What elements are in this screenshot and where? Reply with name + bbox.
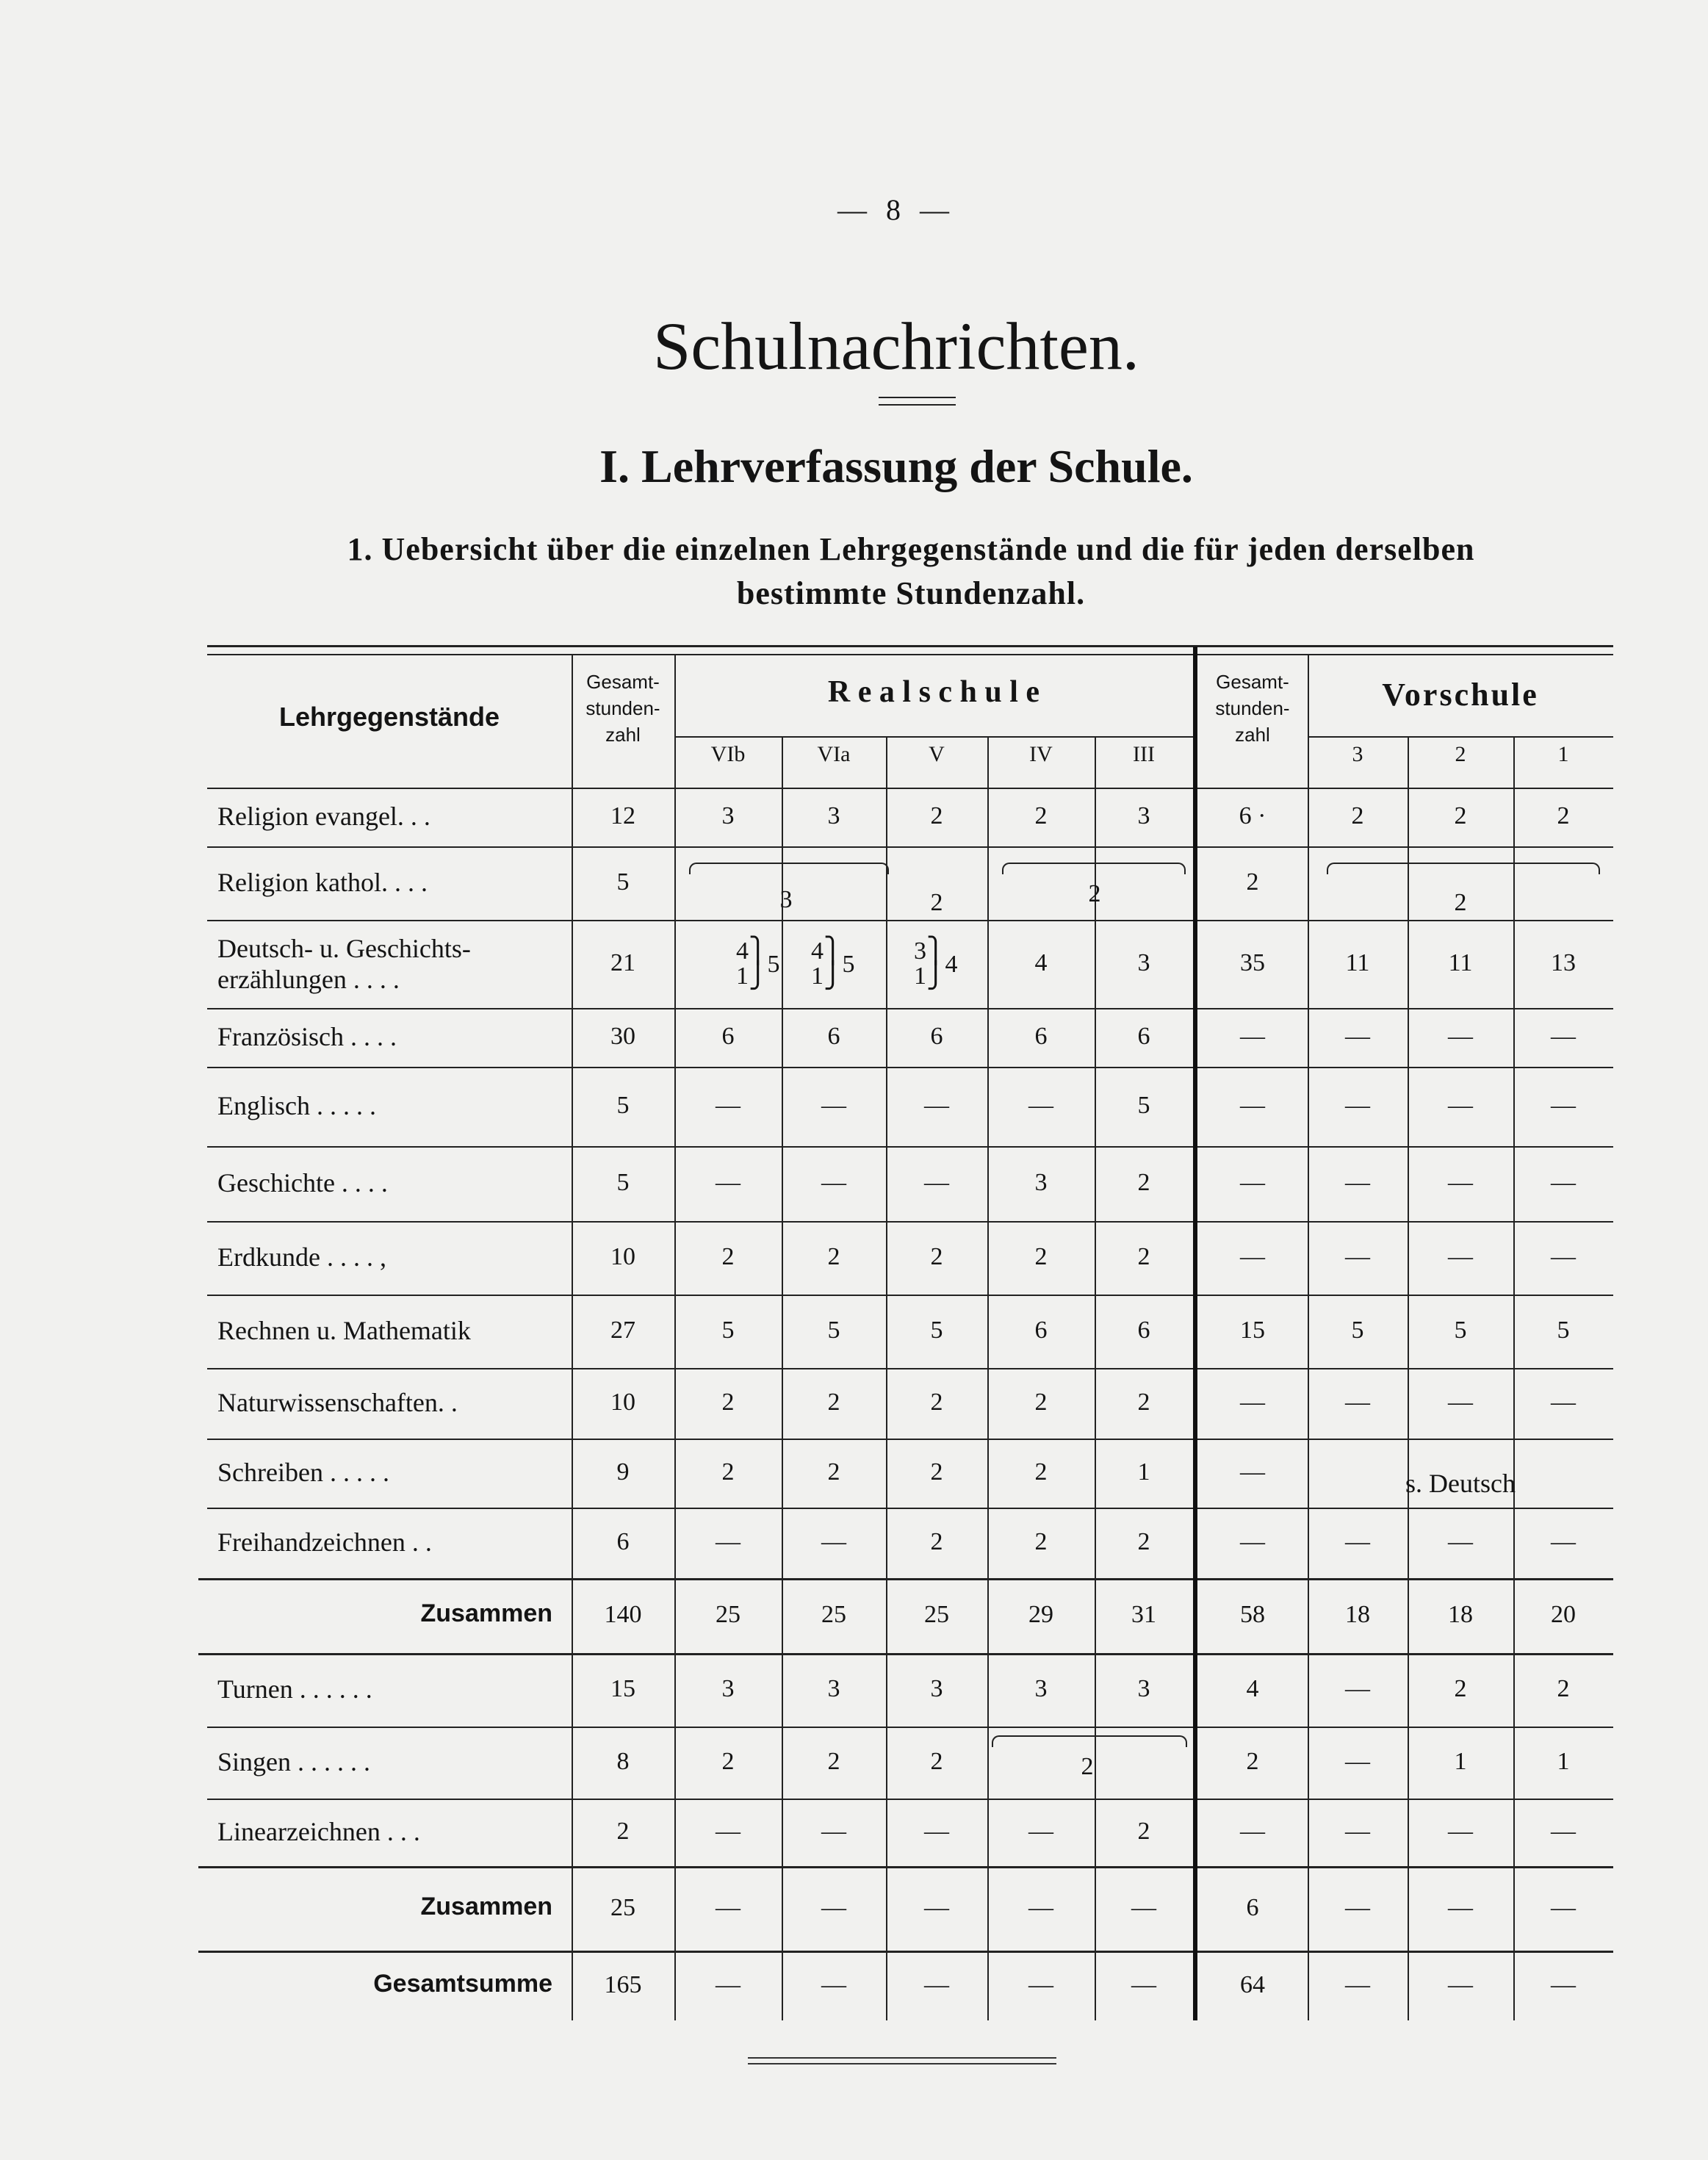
- class-header: VIb: [710, 742, 746, 766]
- table-cell: 2: [1034, 802, 1048, 829]
- table-cell: 2: [827, 1389, 840, 1416]
- table-cell: —: [716, 1092, 741, 1119]
- table-cell: 6: [1137, 1023, 1150, 1050]
- row-rule: [207, 1799, 1613, 1800]
- header-vorschule: Vorschule: [1382, 677, 1539, 713]
- header-subjects: Lehrgegenstände: [278, 702, 500, 732]
- table-cell: 6: [930, 1023, 943, 1050]
- table-cell: 15: [610, 1675, 635, 1702]
- table-top-rule: [207, 645, 1613, 647]
- table-cell: —: [716, 1528, 741, 1555]
- table-cell: 2: [1137, 1389, 1150, 1416]
- table-cell: 3: [1034, 1675, 1048, 1702]
- table-cell: 2: [721, 1748, 735, 1775]
- table-cell: —: [1028, 1092, 1053, 1119]
- brace: [1002, 863, 1186, 874]
- table-cell: —: [1240, 1169, 1265, 1196]
- table-cell: 2: [1034, 1243, 1048, 1270]
- table-caption: [198, 528, 1624, 616]
- table-cell: 3: [827, 1675, 840, 1702]
- table-cell: —: [1448, 1818, 1473, 1845]
- span-value: 2: [930, 889, 943, 916]
- table-cell: 6 ·: [1239, 802, 1266, 829]
- table-cell: 30: [610, 1023, 635, 1050]
- table-cell: —: [1345, 1528, 1370, 1555]
- row-label: Rechnen u. Mathematik: [217, 1316, 471, 1345]
- table-cell: 5: [930, 1317, 943, 1344]
- row-rule: [207, 1008, 1613, 1009]
- caption-line-1: 1. Uebersicht über die einzelnen Lehrgegenstände und die für jeden derselben: [347, 531, 1475, 567]
- table-cell: —: [1345, 1092, 1370, 1119]
- table-cell: 25: [924, 1601, 949, 1628]
- table-cell: —: [716, 1970, 741, 1998]
- sum-rule: [198, 1578, 1613, 1580]
- table-cell: 5: [1454, 1317, 1467, 1344]
- table-cell: 27: [610, 1317, 635, 1344]
- table-cell: 3: [1034, 1169, 1048, 1196]
- table-cell: —: [1448, 1970, 1473, 1998]
- table-cell: 3: [721, 1675, 735, 1702]
- sum-rule: [198, 1951, 1613, 1953]
- table-cell: —: [1028, 1970, 1053, 1998]
- table-cell: —: [1448, 1169, 1473, 1196]
- table-cell: 2: [1034, 1389, 1048, 1416]
- row-label: Naturwissenschaften. .: [217, 1388, 458, 1417]
- table-cell: 20: [1551, 1601, 1576, 1628]
- table-cell: 5: [616, 868, 630, 896]
- table-cell: 18: [1345, 1601, 1370, 1628]
- table-top-rule-2: [207, 654, 1613, 655]
- table-cell: 64: [1240, 1970, 1265, 1998]
- table-cell: 1: [1557, 1748, 1570, 1775]
- table-cell: —: [1448, 1893, 1473, 1921]
- table-cell: 2: [1246, 1748, 1259, 1775]
- realschule-class-rule: [674, 736, 1197, 738]
- table-cell: —: [1028, 1818, 1053, 1845]
- table-cell: 2: [1454, 802, 1467, 829]
- table-cell: 2: [1137, 1818, 1150, 1845]
- table-cell: 3: [721, 802, 735, 829]
- table-cell: —: [924, 1893, 949, 1921]
- table-cell: 2: [930, 1389, 943, 1416]
- caption-line-2: bestimmte Stundenzahl.: [736, 575, 1086, 611]
- table-cell: —: [1345, 1243, 1370, 1270]
- table-cell: —: [716, 1169, 741, 1196]
- table-cell: 2: [1557, 1675, 1570, 1702]
- class-header: III: [1133, 742, 1155, 766]
- table-cell: 2: [930, 1243, 943, 1270]
- table-cell: 165: [604, 1970, 642, 1998]
- row-rule: [207, 1295, 1613, 1296]
- row-label: Gesamtsumme: [373, 1969, 552, 1998]
- row-label: Religion kathol. . . .: [217, 868, 428, 897]
- table-cell: —: [924, 1818, 949, 1845]
- table-cell: 5: [721, 1317, 735, 1344]
- table-cell: 15: [1240, 1317, 1265, 1344]
- table-cell: 12: [610, 802, 635, 829]
- class-header: 3: [1352, 742, 1363, 766]
- table-cell: —: [1240, 1243, 1265, 1270]
- table-cell: 2: [827, 1243, 840, 1270]
- row-rule: [207, 1221, 1613, 1223]
- table-cell: 2: [1351, 802, 1364, 829]
- table-cell: 2: [1246, 868, 1259, 896]
- table-cell: 140: [604, 1601, 642, 1628]
- page-number: — 8 —: [837, 193, 955, 226]
- table-cell: 31: [1131, 1601, 1156, 1628]
- table-cell: —: [1345, 1893, 1370, 1921]
- table-cell: 18: [1448, 1601, 1473, 1628]
- table-cell: 6: [616, 1528, 630, 1555]
- table-cell: —: [924, 1970, 949, 1998]
- sum-rule: [198, 1653, 1613, 1655]
- table-cell: 1: [1454, 1748, 1467, 1775]
- table-cell: —: [1028, 1893, 1053, 1921]
- deutsch-v: 3⎫4 1⎭: [914, 937, 958, 990]
- closing-rule: [748, 2057, 1056, 2064]
- deutsch-via: 4⎫5 1⎭: [811, 937, 855, 990]
- table-cell: —: [1551, 1970, 1576, 1998]
- table-cell: 6: [827, 1023, 840, 1050]
- table-cell: —: [1240, 1818, 1265, 1845]
- row-label: Deutsch- u. Geschichts- erzählungen . . . .: [217, 934, 471, 994]
- table-cell: 6: [1034, 1317, 1048, 1344]
- table-cell: —: [1240, 1458, 1265, 1486]
- table-cell: 2: [930, 1748, 943, 1775]
- table-cell: 2: [721, 1458, 735, 1486]
- span-value: 2: [1088, 880, 1101, 907]
- table-cell: 3: [1137, 802, 1150, 829]
- table-cell: —: [1551, 1389, 1576, 1416]
- table-cell: —: [1345, 1169, 1370, 1196]
- table-cell: —: [821, 1528, 846, 1555]
- table-cell: 5: [1351, 1317, 1364, 1344]
- row-rule: [207, 920, 1613, 921]
- row-label: Englisch . . . . .: [217, 1091, 376, 1120]
- table-cell: 6: [1137, 1317, 1150, 1344]
- page-title: Schulnachrichten.: [653, 309, 1139, 384]
- table-cell: —: [1345, 1023, 1370, 1050]
- table-cell: —: [1240, 1389, 1265, 1416]
- section-title: I. Lehrverfassung der Schule.: [599, 440, 1193, 492]
- table-cell: 9: [616, 1458, 630, 1486]
- row-label: Schreiben . . . . .: [217, 1458, 389, 1487]
- header-total-realschule: Gesamt- stunden- zahl: [585, 671, 660, 746]
- table-cell: —: [1240, 1528, 1265, 1555]
- row-label: Religion evangel. . .: [217, 802, 430, 831]
- row-label: Erdkunde . . . . ,: [217, 1242, 386, 1272]
- table-cell: 58: [1240, 1601, 1265, 1628]
- row-rule: [207, 846, 1613, 848]
- table-cell: 2: [1034, 1458, 1048, 1486]
- deutsch-vib: 4⎫5 1⎭: [736, 937, 780, 990]
- row-rule: [207, 1508, 1613, 1509]
- table-cell: —: [1131, 1893, 1156, 1921]
- table-cell: —: [716, 1818, 741, 1845]
- row-rule: [207, 1146, 1613, 1148]
- class-header: 1: [1557, 742, 1569, 766]
- table-cell: —: [1131, 1970, 1156, 1998]
- table-cell: —: [1345, 1748, 1370, 1775]
- brace: [1327, 863, 1600, 874]
- table-cell: 2: [827, 1458, 840, 1486]
- table-cell: 3: [827, 802, 840, 829]
- title-underline: [879, 397, 956, 406]
- table-cell: —: [924, 1169, 949, 1196]
- table-cell: —: [1448, 1389, 1473, 1416]
- table-cell: 2: [1137, 1243, 1150, 1270]
- vorschule-class-rule: [1308, 736, 1613, 738]
- row-label: Linearzeichnen . . .: [217, 1817, 420, 1846]
- table-cell: —: [1551, 1092, 1576, 1119]
- brace: [689, 863, 889, 874]
- class-header: 2: [1455, 742, 1466, 766]
- table-cell: 2: [1454, 1675, 1467, 1702]
- table-cell: —: [1240, 1092, 1265, 1119]
- table-cell: 21: [610, 949, 635, 976]
- table-cell: 25: [610, 1893, 635, 1921]
- row-label: Geschichte . . . .: [217, 1168, 388, 1198]
- brace: [992, 1735, 1187, 1747]
- table-cell: 5: [616, 1092, 630, 1119]
- table-cell: —: [1345, 1389, 1370, 1416]
- table-cell: —: [1448, 1092, 1473, 1119]
- table-cell: 11: [1448, 949, 1473, 976]
- table-cell: —: [1345, 1970, 1370, 1998]
- table-cell: 35: [1240, 949, 1265, 976]
- row-rule: [207, 1439, 1613, 1440]
- table-cell: 3: [1137, 949, 1150, 976]
- row-label: Turnen . . . . . .: [217, 1674, 372, 1704]
- table-cell: 5: [1137, 1092, 1150, 1119]
- table-cell: 2: [930, 1458, 943, 1486]
- table-cell: 2: [827, 1748, 840, 1775]
- table-cell: —: [1551, 1243, 1576, 1270]
- row-rule: [207, 1067, 1613, 1068]
- header-total-vorschule: Gesamt- stunden- zahl: [1215, 671, 1290, 746]
- table-cell: 2: [1034, 1528, 1048, 1555]
- header-bottom-rule: [207, 788, 1613, 789]
- table-cell: —: [1448, 1528, 1473, 1555]
- table-cell: 6: [721, 1023, 735, 1050]
- span-value: 2: [1081, 1753, 1094, 1780]
- table-cell: 4: [1246, 1675, 1259, 1702]
- table-cell: 6: [1246, 1893, 1259, 1921]
- table-cell: —: [821, 1970, 846, 1998]
- table-cell: 2: [721, 1243, 735, 1270]
- schreiben-vorschule-note: s. Deutsch: [1405, 1469, 1516, 1498]
- table-cell: 2: [1137, 1169, 1150, 1196]
- table-cell: 2: [930, 802, 943, 829]
- table-cell: 6: [1034, 1023, 1048, 1050]
- table-cell: —: [1551, 1528, 1576, 1555]
- table-cell: 29: [1028, 1601, 1053, 1628]
- table-cell: —: [1345, 1675, 1370, 1702]
- table-cell: 3: [1137, 1675, 1150, 1702]
- header-realschule: R e a l s c h u l e: [827, 675, 1040, 709]
- row-label: Französisch . . . .: [217, 1022, 397, 1051]
- row-rule: [207, 1368, 1613, 1369]
- table-cell: —: [1551, 1893, 1576, 1921]
- table-cell: 11: [1345, 949, 1370, 976]
- row-label: Freihandzeichnen . .: [217, 1527, 432, 1557]
- table-cell: 2: [1557, 802, 1570, 829]
- table-cell: 3: [930, 1675, 943, 1702]
- span-value: 2: [1454, 889, 1467, 916]
- table-cell: —: [924, 1092, 949, 1119]
- table-cell: 25: [821, 1601, 846, 1628]
- table-cell: 5: [1557, 1317, 1570, 1344]
- table-cell: —: [1240, 1023, 1265, 1050]
- class-header: VIa: [817, 742, 851, 766]
- class-header: IV: [1029, 742, 1053, 766]
- row-rule: [207, 1727, 1613, 1728]
- table-cell: 2: [721, 1389, 735, 1416]
- table-cell: —: [1448, 1023, 1473, 1050]
- table-cell: 5: [616, 1169, 630, 1196]
- table-cell: 1: [1137, 1458, 1150, 1486]
- sum-rule: [198, 1866, 1613, 1868]
- table-cell: —: [821, 1169, 846, 1196]
- table-cell: 8: [616, 1748, 630, 1775]
- table-cell: —: [1551, 1169, 1576, 1196]
- table-cell: 4: [1034, 949, 1048, 976]
- table-cell: 2: [930, 1528, 943, 1555]
- table-cell: —: [716, 1893, 741, 1921]
- table-cell: —: [1551, 1818, 1576, 1845]
- row-label: Zusammen: [420, 1892, 552, 1920]
- row-label: Zusammen: [420, 1599, 552, 1627]
- table-cell: —: [1345, 1818, 1370, 1845]
- table-cell: 2: [1137, 1528, 1150, 1555]
- table-cell: 2: [616, 1818, 630, 1845]
- table-cell: 25: [716, 1601, 741, 1628]
- table-cell: —: [821, 1893, 846, 1921]
- table-cell: 5: [827, 1317, 840, 1344]
- table-cell: 10: [610, 1389, 635, 1416]
- table-cell: 10: [610, 1243, 635, 1270]
- span-value: 3: [779, 886, 793, 913]
- class-header: V: [929, 742, 945, 766]
- table-cell: —: [1448, 1243, 1473, 1270]
- table-cell: 13: [1551, 949, 1576, 976]
- table-cell: —: [1551, 1023, 1576, 1050]
- table-cell: —: [821, 1818, 846, 1845]
- table-cell: —: [821, 1092, 846, 1119]
- row-label: Singen . . . . . .: [217, 1747, 371, 1776]
